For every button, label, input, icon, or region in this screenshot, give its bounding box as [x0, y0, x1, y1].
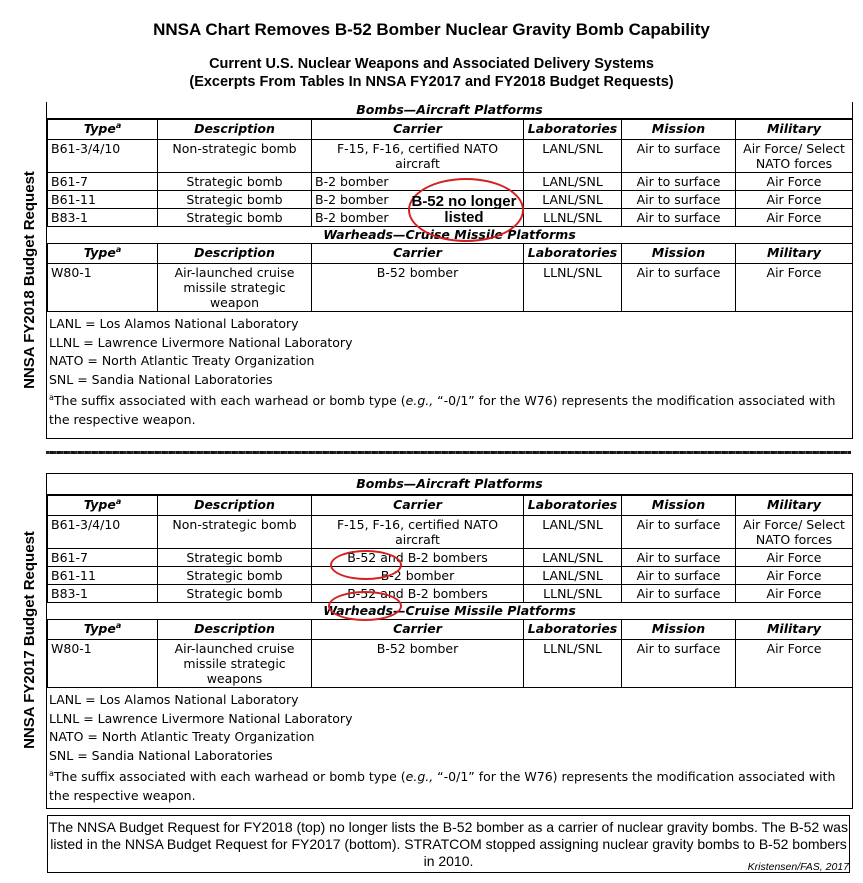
subtitle-line-1: Current U.S. Nuclear Weapons and Associated Delivery Systems: [209, 56, 654, 72]
cell-mission: Air to surface: [622, 516, 736, 549]
cell-mission: Air to surface: [622, 640, 736, 688]
note-lanl: LANL = Los Alamos National Laboratory: [49, 316, 299, 331]
cell-description: Strategic bomb: [158, 567, 312, 585]
page-title: NNSA Chart Removes B-52 Bomber Nuclear Gravity Bomb Capability: [153, 20, 710, 39]
cell-mission: Air to surface: [622, 140, 736, 173]
header-laboratories: Laboratories: [524, 496, 622, 516]
cell-type: B61-3/4/10: [48, 516, 158, 549]
fy2018-notes: [47, 312, 852, 429]
header-description: Description: [158, 244, 312, 264]
cell-military: Air Force/ Select NATO forces: [736, 516, 853, 549]
cell-type: B83-1: [48, 209, 158, 227]
cell-description: Non-strategic bomb: [158, 516, 312, 549]
fy2018-warheads-table: [47, 243, 853, 312]
cell-carrier: B-2 bomber: [312, 567, 524, 585]
cell-military: Air Force: [736, 549, 853, 567]
side-label-fy2017: NNSA FY2017 Budget Request: [21, 531, 38, 749]
header-military: Military: [736, 244, 853, 264]
table-row: [48, 549, 853, 567]
header-description: Description: [158, 620, 312, 640]
cell-mission: Air to surface: [622, 191, 736, 209]
header-carrier: Carrier: [312, 120, 524, 140]
cell-type: B83-1: [48, 585, 158, 603]
cell-military: Air Force/ Select NATO forces: [736, 140, 853, 173]
cell-labs: LANL/SNL: [524, 549, 622, 567]
cell-mission: Air to surface: [622, 549, 736, 567]
subtitle-line-2: (Excerpts From Tables In NNSA FY2017 and FY2018 Budget Requests): [189, 74, 674, 90]
header-laboratories: Laboratories: [524, 244, 622, 264]
cell-military: Air Force: [736, 264, 853, 312]
cell-mission: Air to surface: [622, 173, 736, 191]
callout-b52-removed: B-52 no longer listed: [411, 193, 517, 226]
cell-carrier: B-2 bomber: [312, 173, 524, 191]
cell-description: Air-launched cruise missile strategic weapon: [158, 264, 312, 312]
header-mission: Mission: [622, 620, 736, 640]
note-lanl: LANL = Los Alamos National Laboratory: [49, 692, 299, 707]
cell-description: Air-launched cruise missile strategic weapons: [158, 640, 312, 688]
header-type: Type$^a$: [48, 496, 158, 516]
cell-description: Strategic bomb: [158, 173, 312, 191]
fy2017-table-block: [46, 473, 853, 809]
cell-military: Air Force: [736, 209, 853, 227]
header-military: Military: [736, 496, 853, 516]
cell-mission: Air to surface: [622, 264, 736, 312]
cell-labs: LANL/SNL: [524, 140, 622, 173]
fy2018-table-block: [46, 102, 853, 439]
footnote: $^a$The suffix associated with each warhead or bomb type (e.g., “-0/1” for the W76) represents the modification associated with the respective weapon.: [49, 769, 836, 803]
note-llnl: LLNL = Lawrence Livermore National Laboratory: [49, 710, 353, 726]
cell-description: Strategic bomb: [158, 585, 312, 603]
section-bombs-heading: Bombs—Aircraft Platforms: [47, 474, 852, 495]
cell-type: B61-7: [48, 173, 158, 191]
footnote: $^a$The suffix associated with each warhead or bomb type (e.g., “-0/1” for the W76) represents the modification associated with the respective weapon.: [49, 393, 836, 427]
cell-type: B61-7: [48, 549, 158, 567]
table-row: [48, 264, 853, 312]
cell-labs: LANL/SNL: [524, 191, 622, 209]
cell-labs: LANL/SNL: [524, 173, 622, 191]
cell-carrier: B-2 bomber: [312, 191, 524, 209]
cell-carrier: F-15, F-16, certified NATO aircraft: [312, 516, 524, 549]
cell-type: W80-1: [48, 264, 158, 312]
header-type: Type$^a$: [48, 620, 158, 640]
header-carrier: Carrier: [312, 620, 524, 640]
header-description: Description: [158, 120, 312, 140]
cell-carrier: B-52 and B-2 bombers: [312, 549, 524, 567]
header-mission: Mission: [622, 120, 736, 140]
header-type: Type$^a$: [48, 120, 158, 140]
table-row: [48, 516, 853, 549]
header-military: Military: [736, 620, 853, 640]
cell-description: Strategic bomb: [158, 191, 312, 209]
cell-labs: LLNL/SNL: [524, 640, 622, 688]
table-header-row: [48, 120, 853, 140]
cell-mission: Air to surface: [622, 567, 736, 585]
cell-carrier: B-2 bomber: [312, 209, 524, 227]
cell-mission: Air to surface: [622, 585, 736, 603]
table-row: [48, 140, 853, 173]
note-snl: SNL = Sandia National Laboratories: [49, 371, 273, 387]
section-warheads-heading: Warheads—Cruise Missile Platforms: [323, 227, 576, 242]
table-header-row: [48, 244, 853, 264]
fy2017-warheads-table: [47, 619, 853, 688]
section-divider: [46, 451, 851, 454]
table-row: [48, 640, 853, 688]
header-description: Description: [158, 496, 312, 516]
table-row: [48, 567, 853, 585]
section-warheads-heading: Warheads—Cruise Missile Platforms: [323, 603, 576, 618]
cell-type: B61-3/4/10: [48, 140, 158, 173]
cell-labs: LANL/SNL: [524, 567, 622, 585]
cell-type: W80-1: [48, 640, 158, 688]
table-row: [48, 585, 853, 603]
cell-carrier: B-52 bomber: [312, 640, 524, 688]
cell-type: B61-11: [48, 567, 158, 585]
side-label-fy2018: NNSA FY2018 Budget Request: [21, 171, 38, 389]
cell-military: Air Force: [736, 640, 853, 688]
section-bombs-heading: Bombs—Aircraft Platforms: [47, 102, 852, 119]
cell-mission: Air to surface: [622, 209, 736, 227]
table-header-row: [48, 620, 853, 640]
header-mission: Mission: [622, 244, 736, 264]
header-military: Military: [736, 120, 853, 140]
header-type: Type$^a$: [48, 244, 158, 264]
cell-description: Strategic bomb: [158, 209, 312, 227]
cell-labs: LLNL/SNL: [524, 209, 622, 227]
note-nato: NATO = North Atlantic Treaty Organization: [49, 729, 315, 744]
highlight-circle-b83-1: [328, 591, 402, 621]
cell-labs: LLNL/SNL: [524, 264, 622, 312]
header-laboratories: Laboratories: [524, 620, 622, 640]
note-nato: NATO = North Atlantic Treaty Organization: [49, 353, 315, 368]
cell-military: Air Force: [736, 173, 853, 191]
note-llnl: LLNL = Lawrence Livermore National Laboratory: [49, 334, 353, 350]
header-carrier: Carrier: [312, 496, 524, 516]
note-snl: SNL = Sandia National Laboratories: [49, 747, 273, 763]
credit-line: Kristensen/FAS, 2017: [747, 861, 849, 873]
cell-type: B61-11: [48, 191, 158, 209]
cell-military: Air Force: [736, 585, 853, 603]
fy2017-notes: [47, 688, 852, 805]
highlight-circle-b61-7: [330, 550, 402, 580]
cell-description: Strategic bomb: [158, 549, 312, 567]
cell-carrier: F-15, F-16, certified NATO aircraft: [312, 140, 524, 173]
cell-military: Air Force: [736, 191, 853, 209]
header-carrier: Carrier: [312, 244, 524, 264]
table-header-row: [48, 496, 853, 516]
cell-labs: LLNL/SNL: [524, 585, 622, 603]
cell-carrier: B-52 and B-2 bombers: [312, 585, 524, 603]
cell-labs: LANL/SNL: [524, 516, 622, 549]
cell-description: Non-strategic bomb: [158, 140, 312, 173]
header-laboratories: Laboratories: [524, 120, 622, 140]
header-mission: Mission: [622, 496, 736, 516]
caption-box: The NNSA Budget Request for FY2018 (top) no longer lists the B-52 bomber as a carrier of nuclear gravity bombs. The B-52 was listed in the NNSA Budget Request for FY2017 (bottom). STRATCOM stopped assigning nuclear gravity bombs to B-52 bombers in 2010.: [47, 815, 850, 873]
cell-military: Air Force: [736, 567, 853, 585]
fy2017-bombs-table: [47, 495, 853, 603]
cell-carrier: B-52 bomber: [312, 264, 524, 312]
